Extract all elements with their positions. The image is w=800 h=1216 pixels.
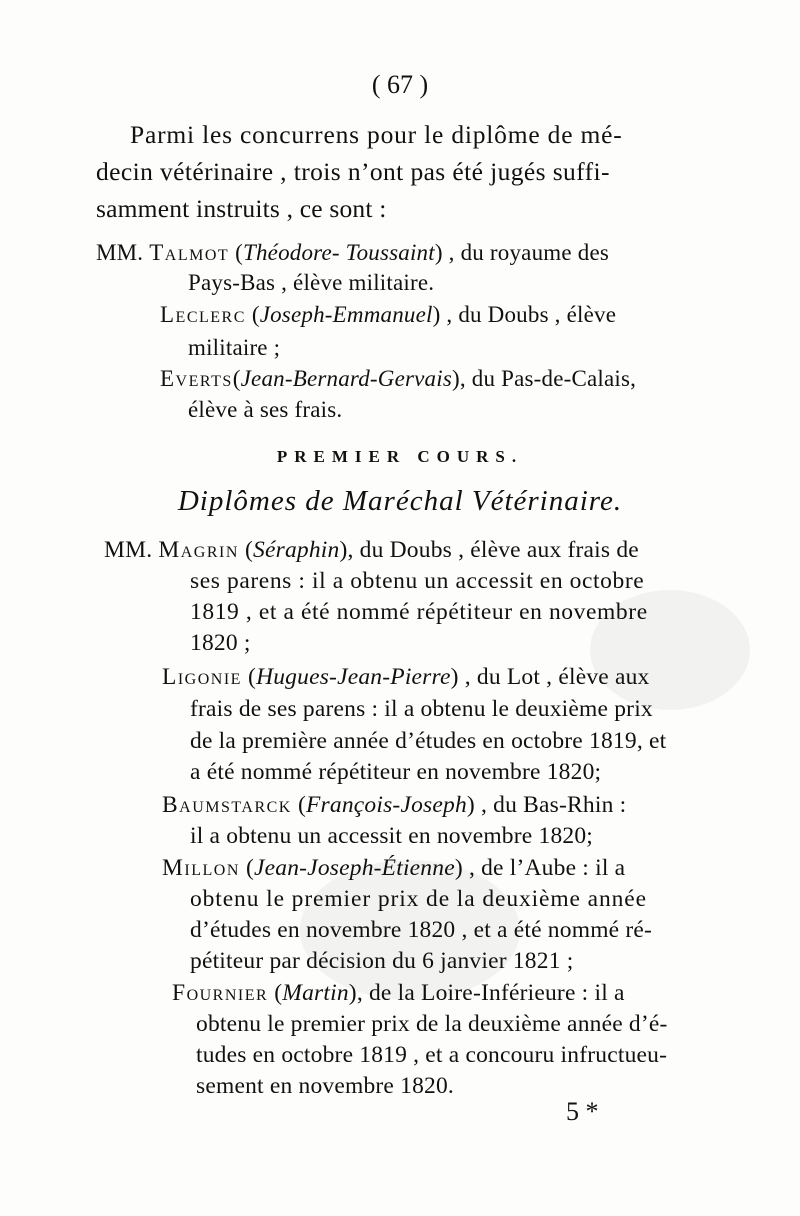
laureate-given-names: François-Joseph [305,792,467,818]
open-paren: ( [297,792,306,818]
open-paren: ( [235,240,243,265]
laureate-details: , de l’Aube : il a [468,855,626,881]
candidate-given-names: Joseph-Emmanuel [259,302,433,327]
open-paren: ( [274,980,283,1006]
laureate-continuation: ses parens : il a obtenu un accessit en octobre [190,568,645,594]
candidate-details: , du Doubs , élève [446,302,617,327]
laureate-surname: Ligonie [162,664,242,690]
candidate-given-names: Théodore- Toussaint [242,240,435,265]
laureate-surname: Magrin [158,537,239,563]
candidate-entry [96,238,609,268]
close-paren: ) [434,240,443,265]
page-number: ( 67 ) [371,70,429,99]
laureate-surname: Millon [162,855,240,881]
laureate-continuation: frais de ses parens : il a obtenu le deuxième prix [190,696,653,722]
candidate-given-names: Jean-Bernard-Gervais [240,366,452,391]
laureate-given-names: Séraphin [253,537,340,563]
candidate-surname: Talmot [149,240,230,265]
laureate-continuation: obtenu le premier prix de la deuxième année d’é- [196,1011,668,1037]
candidate-continuation: militaire ; [188,335,281,360]
close-paren: ) [466,792,475,818]
honorific-prefix: MM. [96,240,144,265]
open-paren: ( [244,537,254,563]
laureate-continuation: sement en novembre 1820. [196,1073,455,1099]
signature-mark: 5 * [566,1097,599,1126]
laureate-continuation: pétiteur par décision du 6 janvier 1821 ; [190,948,574,974]
section-subtitle: Diplômes de Maréchal Vétérinaire. [177,485,623,517]
candidate-surname: Everts [160,366,233,391]
laureate-continuation: obtenu le premier prix de la deuxième année [190,886,647,912]
laureate-given-names: Hugues-Jean-Pierre [256,664,451,690]
laureate-given-names: Jean-Joseph-Étienne [254,855,455,881]
close-paren: ) [339,537,348,563]
candidate-details: , du royaume des [448,240,609,265]
laureate-continuation: 1820 ; [190,630,251,656]
laureate-given-names: Martin [282,980,349,1006]
close-paren: ) [451,366,460,391]
candidate-surname: Leclerc [160,302,246,327]
candidate-continuation: Pays-Bas , élève militaire. [188,270,435,295]
laureate-details: , du Doubs , élève aux frais de [347,537,639,563]
honorific-prefix: MM. [104,537,153,563]
laureate-entry [172,978,625,1008]
intro-line: Parmi les concurrens pour le diplôme de mé- [130,120,623,149]
open-paren: ( [251,302,260,327]
candidate-details: , du Pas-de-Calais, [459,366,637,391]
close-paren: ) [454,855,463,881]
laureate-continuation: d’études en novembre 1820 , et a été nommé ré- [190,917,653,943]
close-paren: ) [450,664,459,690]
close-paren: ) [348,980,357,1006]
laureate-entry [104,535,639,565]
laureate-details: , de la Loire-Inférieure : il a [356,980,625,1006]
candidate-continuation: élève à ses frais. [188,397,343,422]
open-paren: ( [232,366,241,391]
laureate-details: , du Lot , élève aux [464,664,650,690]
laureate-continuation: il a obtenu un accessit en novembre 1820; [190,823,594,849]
candidate-entry [160,364,636,394]
laureate-surname: Baumstarck [162,792,292,818]
open-paren: ( [248,664,257,690]
laureate-continuation: de la première année d’études en octobre 1819, et [190,728,667,754]
close-paren: ) [432,302,441,327]
section-heading: PREMIER COURS. [276,447,524,466]
intro-line: samment instruits , ce sont : [96,194,387,223]
laureate-continuation: tudes en octobre 1819 , et a concouru infructueu- [196,1042,668,1068]
laureate-continuation: a été nommé répétiteur en novembre 1820; [190,759,602,785]
laureate-surname: Fournier [172,980,269,1006]
open-paren: ( [245,855,254,881]
laureate-entry [162,853,625,883]
laureate-continuation: 1819 , et a été nommé répétiteur en novembre [190,599,648,625]
laureate-entry [162,662,650,692]
candidate-entry [160,300,616,330]
intro-line: decin vétérinaire , trois n’ont pas été jugés suffi- [96,157,610,186]
laureate-entry [162,790,626,820]
laureate-details: , du Bas-Rhin : [481,792,627,818]
